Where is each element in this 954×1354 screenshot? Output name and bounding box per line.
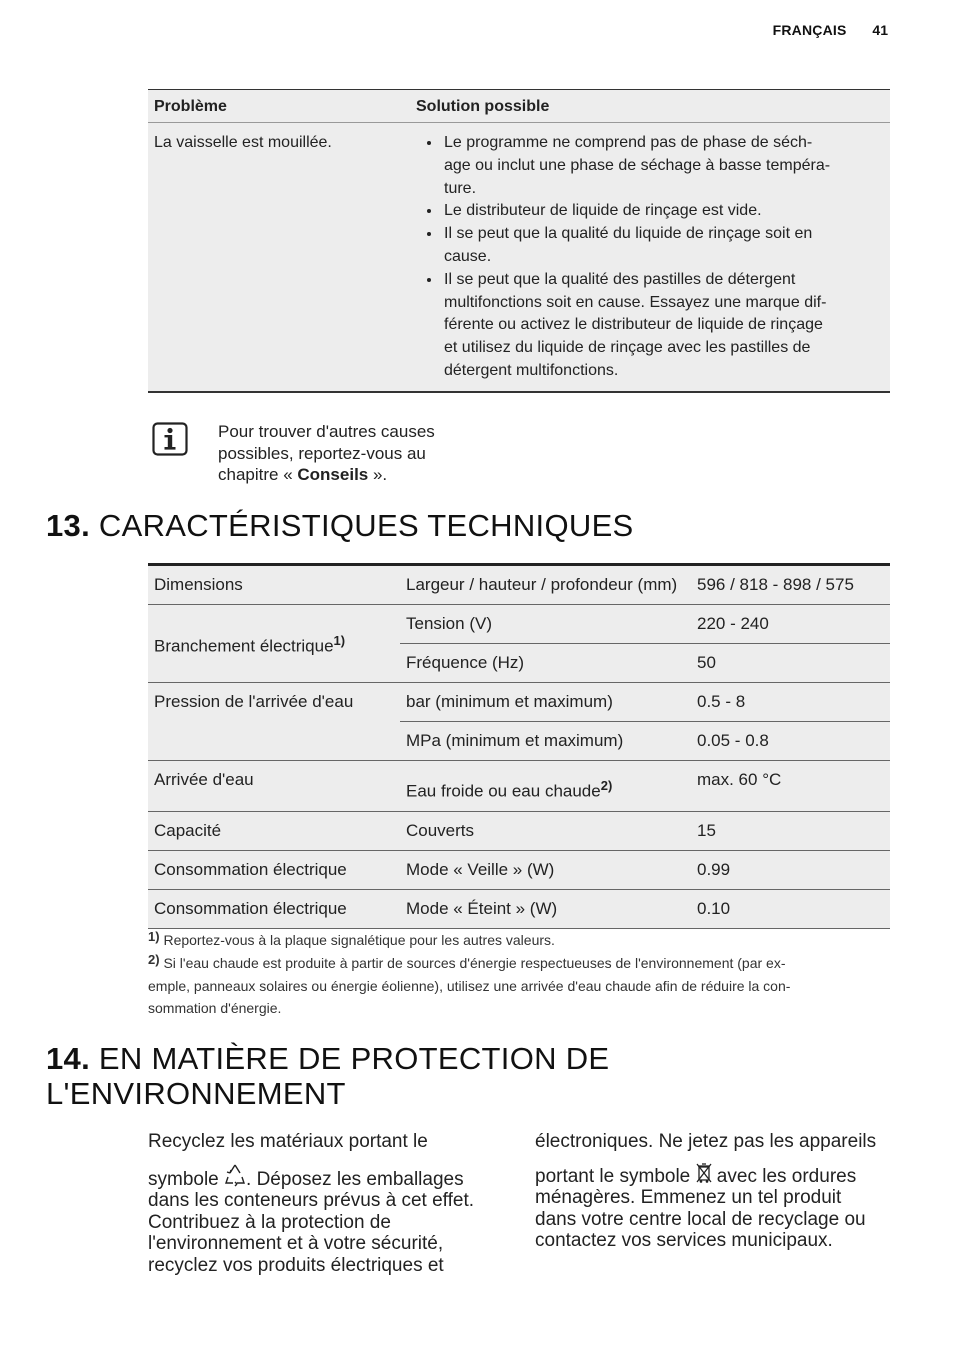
info-text: Pour trouver d'autres causes possibles, reportez-vous au chapitre « Conseils ». [218, 422, 435, 484]
table-row: Consommation électrique Mode « Éteint » (W) 0.10 [148, 889, 890, 928]
crossed-bin-icon [696, 1162, 712, 1184]
table-row: Fréquence (Hz) 50 [148, 644, 890, 683]
page-number: 41 [872, 22, 888, 38]
column-header-solution: Solution possible [410, 90, 890, 123]
list-item: • Le programme ne comprend pas de phase de séch- age ou inclut une phase de séchage à basse tempéra- ture. [442, 132, 884, 200]
link-conseils: Conseils [297, 465, 369, 484]
environment-text-right: électroniques. Ne jetez pas les appareils portant le symbole avec les ordures ménagères. Emmenez un tel produit dans votre centre local de recyclage ou contactez vos services municipaux. [535, 1131, 877, 1252]
table-row: MPa (minimum et maximum) 0.05 - 0.8 [148, 722, 890, 761]
footnote-1: 1) Reportez-vous à la plaque signalétique pour les autres valeurs. [148, 929, 555, 948]
table-row [148, 123, 890, 392]
table-row: Dimensions Largeur / hauteur / profondeur (mm) 596 / 818 - 898 / 575 [148, 565, 890, 605]
solution-list [416, 132, 884, 383]
recycle-icon [224, 1163, 246, 1187]
table-row: Pression de l'arrivée d'eau bar (minimum et maximum) 0.5 - 8 [148, 683, 890, 722]
technical-specs-table [148, 563, 890, 929]
section-heading-14: 14. EN MATIÈRE DE PROTECTION DE L'ENVIRONNEMENT [46, 1041, 610, 1111]
list-item: • Il se peut que la qualité du liquide de rinçage soit en cause. [442, 223, 884, 269]
table-footnotes [148, 929, 890, 1019]
table-row: Capacité Couverts 15 [148, 811, 890, 850]
page-header [773, 22, 888, 38]
troubleshooting-table [148, 89, 890, 393]
table-row: Consommation électrique Mode « Veille » (W) 0.99 [148, 850, 890, 889]
list-item: • Le distributeur de liquide de rinçage est vide. [442, 200, 884, 223]
problem-cell: La vaisselle est mouillée. [148, 123, 410, 392]
info-icon [152, 422, 188, 456]
table-row: Arrivée d'eau Eau froide ou eau chaude$^{2)}$ max. 60 °C [148, 761, 890, 812]
footnote-2: 2) Si l'eau chaude est produite à partir de sources d'énergie respectueuses de l'environnement (par ex- emple, panneaux solaires ou énergie éolienne), utilisez une arrivée d'eau chaude afin de réduire la con- sommation d'énergie. [148, 952, 791, 1016]
environment-text-left: Recyclez les matériaux portant le symbole . Déposez les emballages dans les conteneurs prévus à cet effet. Contribuez à la protection de l'environnement et à votre sécurité, recyclez vos produits électriques et [148, 1131, 475, 1276]
column-header-problem: Problème [148, 90, 410, 123]
solution-cell [410, 123, 890, 392]
section-heading-13: 13. CARACTÉRISTIQUES TECHNIQUES [46, 508, 634, 543]
list-item: • Il se peut que la qualité des pastilles de détergent multifonctions soit en cause. Essayez une marque dif- férente ou activez le distributeur de liquide de rinçage et utilisez du liquide de rinçage avec les pastilles de détergent multifonctions. [442, 269, 884, 383]
table-header-row [148, 90, 890, 123]
table-row: Branchement électrique$^{1)}$ Tension (V) 220 - 240 [148, 605, 890, 644]
language-label: FRANÇAIS [772, 22, 847, 38]
